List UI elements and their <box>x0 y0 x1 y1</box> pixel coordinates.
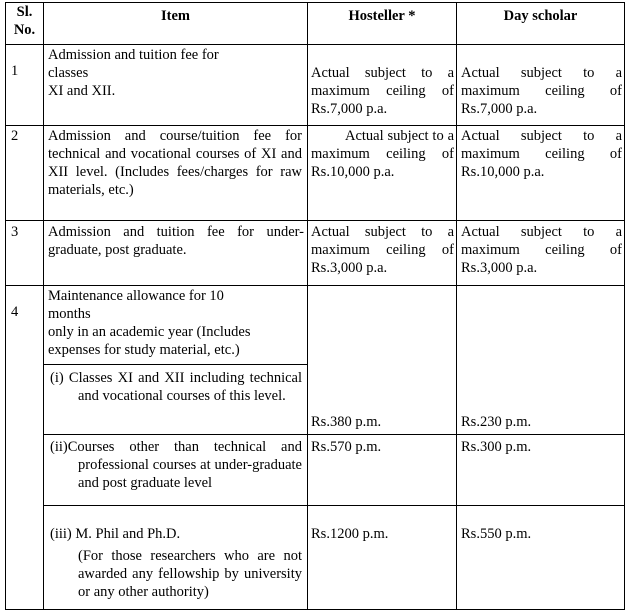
row-3-item: Admission and tuition fee for under-graduate, post graduate. <box>48 224 304 258</box>
row-1-item-line: XI and XII. <box>48 83 116 99</box>
row-border-header <box>5 44 625 45</box>
table-border-left <box>5 2 6 610</box>
header-slno: Sl. No. <box>13 4 36 38</box>
row-1-hosteller: Actual subject to a maximum ceiling of Rs.7,000 p.a. <box>311 65 454 117</box>
row-1-number: 1 <box>11 63 19 79</box>
row-border-top <box>5 2 625 3</box>
row-4-sub-3-day-scholar: Rs.550 p.m. <box>461 526 532 542</box>
table-border-right <box>624 2 625 610</box>
row-4-sub-1-day-scholar: Rs.230 p.m. <box>461 414 532 430</box>
row-4-number: 4 <box>11 304 19 320</box>
row-4-item-line: Maintenance allowance for 10 <box>48 288 224 304</box>
row-3-number: 3 <box>11 224 19 240</box>
row-2-item: Admission and course/tuition fee for technical and vocational courses of XI and XII level. (Includes fees/charges for raw materials, etc.) <box>48 128 302 198</box>
row-4-item-line: months <box>48 306 91 322</box>
row-2-number: 2 <box>11 128 19 144</box>
header-day-scholar: Day scholar <box>503 8 578 24</box>
row-3-hosteller: Actual subject to a maximum ceiling of Rs.3,000 p.a. <box>311 224 454 276</box>
row-1-day-scholar: Actual subject to a maximum ceiling of Rs.7,000 p.a. <box>461 65 622 117</box>
row-4-sub-3-note: (For those researchers who are not awarded any fellowship by university or any other authority) <box>78 548 302 600</box>
row-1-item-line: Admission and tuition fee for <box>48 47 219 63</box>
row-border-1 <box>5 125 625 126</box>
row-1-item-line: classes <box>48 65 89 81</box>
row-border-3 <box>5 285 625 286</box>
row-4-item <box>48 287 304 359</box>
row-4-sub-2-day-scholar: Rs.300 p.m. <box>461 439 532 455</box>
subrow-border-b <box>43 434 625 435</box>
row-border-bottom <box>5 609 625 610</box>
row-4-item-line: expenses for study material, etc.) <box>48 342 240 358</box>
row-4-sub-1-hosteller: Rs.380 p.m. <box>311 414 382 430</box>
row-4-sub-2-item: (ii)Courses other than technical and professional courses at under-graduate and post graduate level <box>50 439 302 491</box>
row-4-sub-1-item: (i) Classes XI and XII including technical and vocational courses of this level. <box>50 370 302 404</box>
row-border-2 <box>5 220 625 221</box>
col-sep-3 <box>456 2 457 610</box>
row-3-day-scholar: Actual subject to a maximum ceiling of Rs.3,000 p.a. <box>461 224 622 276</box>
row-4-item-line: only in an academic year (Includes <box>48 324 251 340</box>
header-hosteller: Hosteller * <box>348 8 416 24</box>
row-4-sub-2-hosteller: Rs.570 p.m. <box>311 439 382 455</box>
row-4-sub-3-hosteller: Rs.1200 p.m. <box>311 526 389 542</box>
row-2-hosteller: Actual subject to a maximum ceiling of Rs.10,000 p.a. <box>311 128 454 180</box>
subrow-border-a <box>43 364 308 365</box>
row-2-day-scholar: Actual subject to a maximum ceiling of Rs.10,000 p.a. <box>461 128 622 180</box>
subrow-border-c <box>43 505 625 506</box>
header-item: Item <box>161 8 190 24</box>
row-1-item <box>48 46 304 100</box>
col-sep-2 <box>307 2 308 610</box>
col-sep-1 <box>43 2 44 610</box>
row-4-sub-3-item: (iii) M. Phil and Ph.D. <box>50 526 181 542</box>
